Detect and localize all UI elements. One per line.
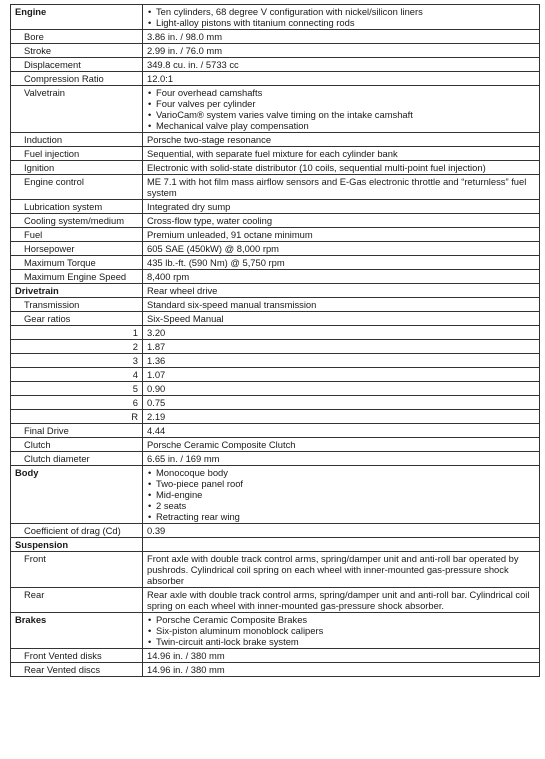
row-label: Induction xyxy=(11,133,143,147)
table-row xyxy=(11,452,540,466)
list-item: • Retracting rear wing xyxy=(147,511,535,522)
gear-ratio: 1.07 xyxy=(143,368,540,382)
table-row xyxy=(11,200,540,214)
table-row xyxy=(11,5,540,30)
list-item: • Six-piston aluminum monoblock calipers xyxy=(147,625,535,636)
gear-ratio: 0.75 xyxy=(143,396,540,410)
table-row xyxy=(11,30,540,44)
row-label: Maximum Engine Speed xyxy=(11,270,143,284)
row-value: 14.96 in. / 380 mm xyxy=(143,649,540,663)
row-label: Stroke xyxy=(11,44,143,58)
row-value: Rear axle with double track control arms, spring/damper unit and anti-roll bar. Cylindrical coil spring on each wheel with inner-mounted gas-pressure shock absorber. xyxy=(143,588,540,613)
row-label: Lubrication system xyxy=(11,200,143,214)
row-value: Porsche two-stage resonance xyxy=(143,133,540,147)
gear-ratio: 3.20 xyxy=(143,326,540,340)
row-value: 435 lb.-ft. (590 Nm) @ 5,750 rpm xyxy=(143,256,540,270)
gear-row xyxy=(11,410,540,424)
row-label: Maximum Torque xyxy=(11,256,143,270)
gear-number: R xyxy=(11,410,143,424)
list-item: • 2 seats xyxy=(147,500,535,511)
table-row xyxy=(11,663,540,677)
table-row xyxy=(11,133,540,147)
spec-sheet xyxy=(10,4,537,677)
list-item: • Porsche Ceramic Composite Brakes xyxy=(147,614,535,625)
row-value: Integrated dry sump xyxy=(143,200,540,214)
row-value: Standard six-speed manual transmission xyxy=(143,298,540,312)
row-label: Final Drive xyxy=(11,424,143,438)
table-row xyxy=(11,242,540,256)
table-row xyxy=(11,86,540,133)
gear-number: 4 xyxy=(11,368,143,382)
gear-number: 1 xyxy=(11,326,143,340)
table-row xyxy=(11,538,540,552)
row-value: 4.44 xyxy=(143,424,540,438)
row-value: 14.96 in. / 380 mm xyxy=(143,663,540,677)
row-label: Clutch diameter xyxy=(11,452,143,466)
row-value: Rear wheel drive xyxy=(143,284,540,298)
row-value: 349.8 cu. in. / 5733 cc xyxy=(143,58,540,72)
table-row xyxy=(11,438,540,452)
row-label: Displacement xyxy=(11,58,143,72)
list-item: • Four valves per cylinder xyxy=(147,98,535,109)
row-value: 605 SAE (450kW) @ 8,000 rpm xyxy=(143,242,540,256)
gear-row xyxy=(11,382,540,396)
row-label: Compression Ratio xyxy=(11,72,143,86)
section-title-suspension: Suspension xyxy=(11,538,143,552)
row-label: Fuel injection xyxy=(11,147,143,161)
list-item: • Light-alloy pistons with titanium connecting rods xyxy=(147,17,535,28)
table-row xyxy=(11,175,540,200)
row-label: Ignition xyxy=(11,161,143,175)
gear-number: 3 xyxy=(11,354,143,368)
table-row xyxy=(11,466,540,524)
row-label: Fuel xyxy=(11,228,143,242)
row-label: Bore xyxy=(11,30,143,44)
table-row xyxy=(11,298,540,312)
row-label: Coefficient of drag (Cd) xyxy=(11,524,143,538)
table-row xyxy=(11,72,540,86)
row-value: 0.39 xyxy=(143,524,540,538)
list-item: • VarioCam® system varies valve timing on the intake camshaft xyxy=(147,109,535,120)
section-title-brakes: Brakes xyxy=(11,613,143,649)
table-row xyxy=(11,58,540,72)
row-label: Horsepower xyxy=(11,242,143,256)
table-row xyxy=(11,552,540,588)
gear-ratio: 1.87 xyxy=(143,340,540,354)
valvetrain-bullets xyxy=(143,86,540,133)
table-row xyxy=(11,312,540,326)
row-label: Cooling system/medium xyxy=(11,214,143,228)
row-value: 2.99 in. / 76.0 mm xyxy=(143,44,540,58)
row-value: Cross-flow type, water cooling xyxy=(143,214,540,228)
gear-number: 6 xyxy=(11,396,143,410)
table-row xyxy=(11,284,540,298)
row-value: 8,400 rpm xyxy=(143,270,540,284)
table-row xyxy=(11,228,540,242)
row-value: Electronic with solid-state distributor (10 coils, sequential multi-point fuel injection) xyxy=(143,161,540,175)
brakes-bullets xyxy=(143,613,540,649)
table-row xyxy=(11,649,540,663)
table-row xyxy=(11,524,540,538)
row-value: Front axle with double track control arms, spring/damper unit and anti-roll bar operated by pushrods. Cylindrical coil spring on each wheel with inner-mounted gas-pressure shock absorber xyxy=(143,552,540,588)
list-item: • Two-piece panel roof xyxy=(147,478,535,489)
row-label: Clutch xyxy=(11,438,143,452)
list-item: • Ten cylinders, 68 degree V configuration with nickel/silicon liners xyxy=(147,6,535,17)
gear-row xyxy=(11,354,540,368)
list-item: • Monocoque body xyxy=(147,467,535,478)
table-row xyxy=(11,588,540,613)
row-value: 6.65 in. / 169 mm xyxy=(143,452,540,466)
spec-table xyxy=(10,4,540,677)
row-value: 3.86 in. / 98.0 mm xyxy=(143,30,540,44)
table-row xyxy=(11,256,540,270)
table-row xyxy=(11,270,540,284)
list-item: • Twin-circuit anti-lock brake system xyxy=(147,636,535,647)
gear-ratio: 1.36 xyxy=(143,354,540,368)
gear-row xyxy=(11,368,540,382)
row-value: Porsche Ceramic Composite Clutch xyxy=(143,438,540,452)
list-item: • Mechanical valve play compensation xyxy=(147,120,535,131)
row-value: Premium unleaded, 91 octane minimum xyxy=(143,228,540,242)
row-value: ME 7.1 with hot film mass airflow sensors and E-Gas electronic throttle and “returnless” fuel system xyxy=(143,175,540,200)
row-label: Gear ratios xyxy=(11,312,143,326)
row-value-empty xyxy=(143,538,540,552)
row-label: Front xyxy=(11,552,143,588)
row-label: Rear Vented discs xyxy=(11,663,143,677)
section-title-drivetrain: Drivetrain xyxy=(11,284,143,298)
row-label: Engine control xyxy=(11,175,143,200)
table-row xyxy=(11,147,540,161)
row-value: 12.0:1 xyxy=(143,72,540,86)
section-title-body: Body xyxy=(11,466,143,524)
gear-ratio: 2.19 xyxy=(143,410,540,424)
row-label: Front Vented disks xyxy=(11,649,143,663)
engine-bullets xyxy=(143,5,540,30)
gear-number: 2 xyxy=(11,340,143,354)
list-item: • Four overhead camshafts xyxy=(147,87,535,98)
row-label: Valvetrain xyxy=(11,86,143,133)
body-bullets xyxy=(143,466,540,524)
gear-ratio: 0.90 xyxy=(143,382,540,396)
list-item: • Mid-engine xyxy=(147,489,535,500)
row-value: Sequential, with separate fuel mixture for each cylinder bank xyxy=(143,147,540,161)
row-label: Transmission xyxy=(11,298,143,312)
gear-row xyxy=(11,326,540,340)
table-row xyxy=(11,161,540,175)
section-title-engine: Engine xyxy=(11,5,143,30)
table-row xyxy=(11,613,540,649)
gear-number: 5 xyxy=(11,382,143,396)
gear-row xyxy=(11,396,540,410)
table-row xyxy=(11,44,540,58)
table-row xyxy=(11,424,540,438)
table-row xyxy=(11,214,540,228)
row-value: Six-Speed Manual xyxy=(143,312,540,326)
gear-row xyxy=(11,340,540,354)
row-label: Rear xyxy=(11,588,143,613)
